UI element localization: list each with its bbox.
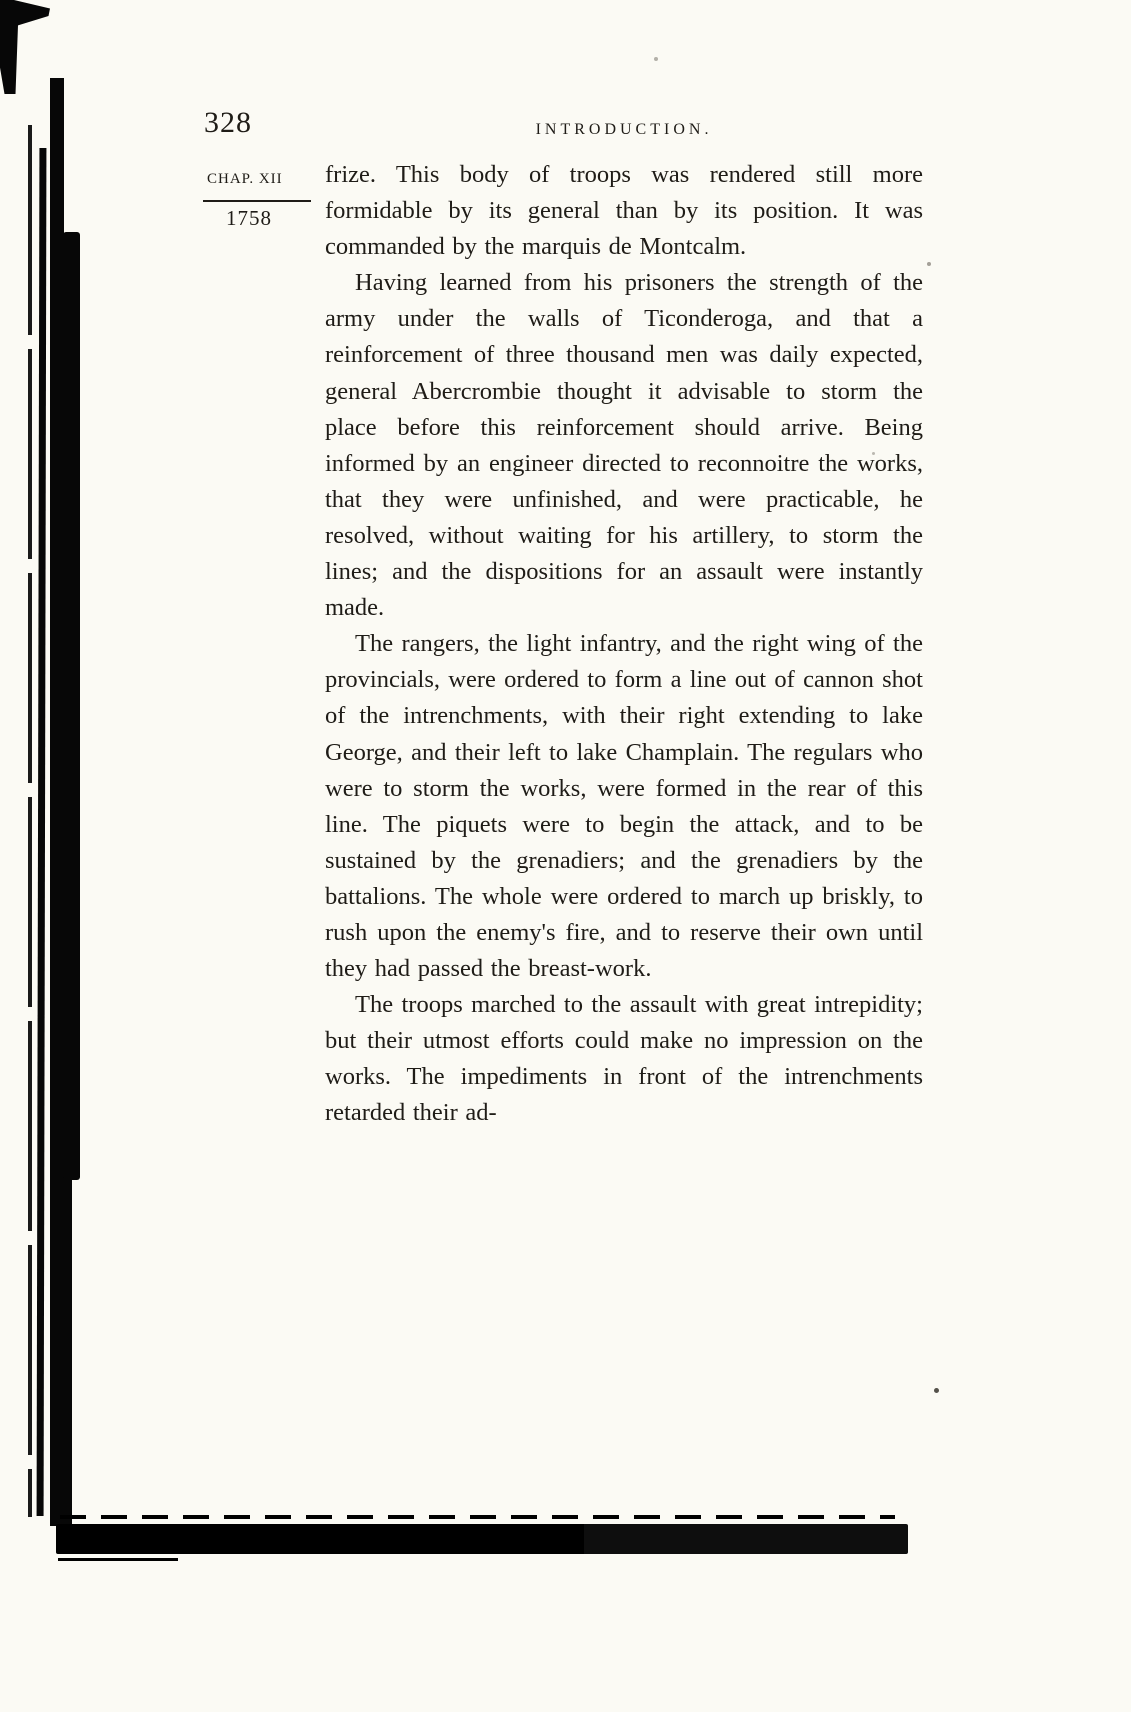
scan-speck: [927, 262, 931, 266]
running-head: INTRODUCTION.: [535, 121, 713, 138]
paragraph: The rangers, the light infantry, and the right wing of the provincials, were ordered to form a line out of cannon shot of the intrenchments, with their right extending to lake George, and their left to lake Champlain. The regulars who were to storm the works, were formed in the rear of this line. The piquets were to begin the attack, and to be sustained by the grenadiers; and the grenadiers by the battalions. The whole were ordered to march up briskly, to rush upon the enemy's fire, and to reserve their own until they had passed the breast-work.: [325, 630, 923, 983]
scan-artifact-binding-line: [28, 125, 32, 1517]
paragraph: The troops marched to the assault with great intrepidity; but their utmost efforts could make no impression on the works. The impediments in front of the intrenchments retarded their ad-: [325, 991, 923, 1127]
scan-artifact-binding-strip: [61, 1178, 72, 1526]
scan-artifact-binding-strip: [63, 232, 80, 1180]
paragraph: frize. This body of troops was rendered still more formidable by its general than by its position. It was commanded by the marquis de Montcalm.: [325, 161, 923, 261]
paragraph: Having learned from his prisoners the strength of the army under the walls of Ticonderoga, and that a reinforcement of three thousand men was daily expected, general Abercrombie thought it advisable to storm the place before this reinforcement should arrive. Being informed by an engineer directed to reconnoitre the works, that they were unfinished, and were practicable, he resolved, without waiting for his artillery, to storm the lines; and the dispositions for an assault were instantly made.: [325, 269, 923, 622]
page-body-text: [325, 157, 923, 1132]
margin-note-chapter: CHAP. XII: [207, 171, 283, 187]
page-number: 328: [204, 106, 252, 139]
scan-artifact-corner-mark: [0, 0, 50, 94]
scan-speck: [934, 1388, 939, 1393]
scan-artifact-binding-line: [37, 148, 47, 1516]
margin-note-year: 1758: [226, 206, 272, 230]
scan-speck: [654, 57, 658, 61]
scan-artifact-bottom-band: [56, 1524, 908, 1554]
margin-note-rule: [203, 200, 311, 202]
